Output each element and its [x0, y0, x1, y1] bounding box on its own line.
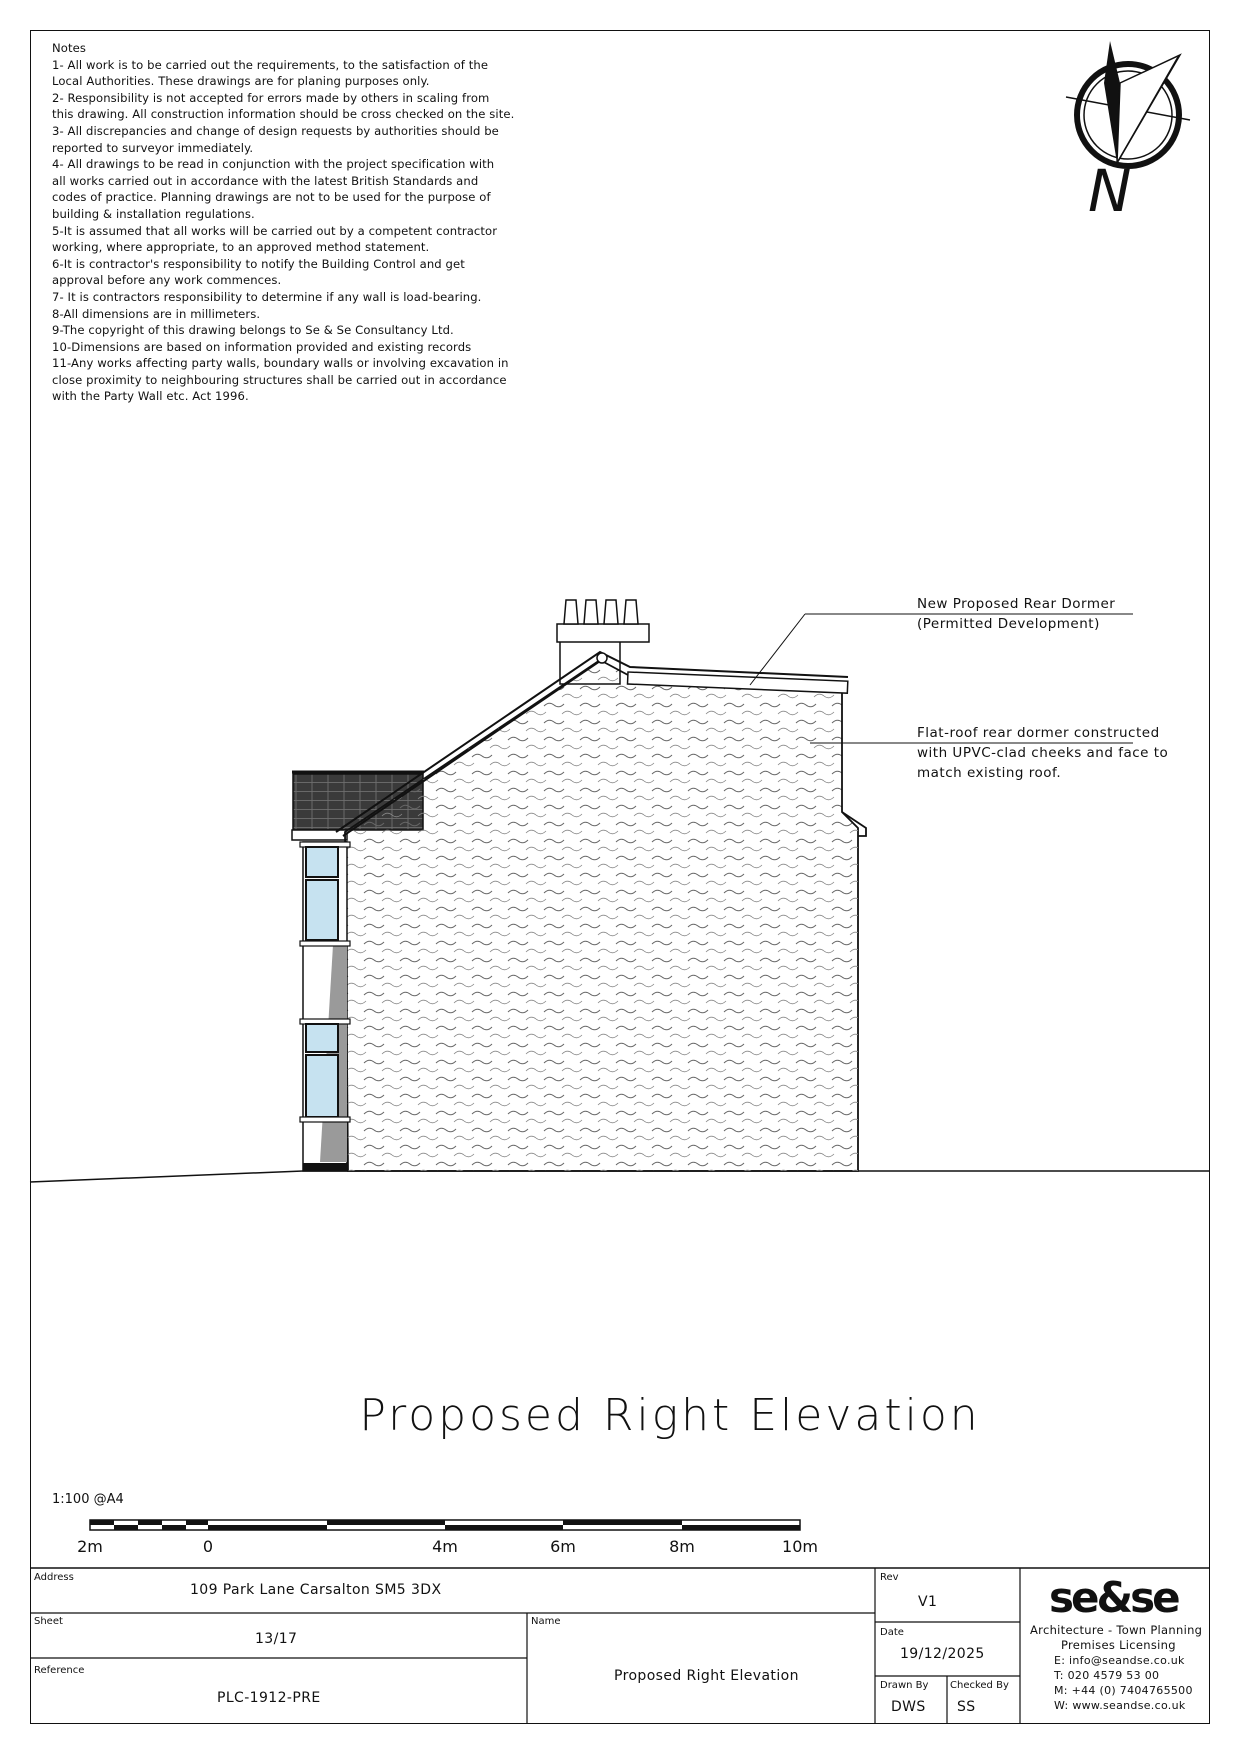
date-value: 19/12/2025	[900, 1646, 985, 1662]
company-logo-text: se&se	[1049, 1573, 1178, 1622]
company-tel: T: 020 4579 53 00	[1054, 1669, 1160, 1682]
company-mobile: M: +44 (0) 7404765500	[1054, 1684, 1193, 1697]
note-item: 2- Responsibility is not accepted for errors made by others in scaling from this drawing. All construction information should be cross checked on the site.	[52, 90, 515, 122]
reference-label: Reference	[34, 1665, 85, 1676]
note-item: 10-Dimensions are based on information provided and existing records	[52, 339, 472, 354]
rev-label: Rev	[880, 1572, 899, 1583]
checked-by-label: Checked By	[950, 1680, 1009, 1691]
sheet-value: 13/17	[255, 1631, 298, 1647]
checked-by-value: SS	[957, 1699, 976, 1715]
north-label: N	[1088, 157, 1132, 220]
scale-bar	[90, 1520, 800, 1530]
note-item: 9-The copyright of this drawing belongs to Se & Se Consultancy Ltd.	[52, 323, 454, 338]
date-label: Date	[880, 1627, 904, 1638]
callout-roof-spec: Flat-roof rear dormer constructed with UPVC-clad cheeks and face to match existing roof.	[917, 725, 1169, 781]
scale-label: 2m	[77, 1537, 103, 1556]
address-label: Address	[34, 1572, 74, 1583]
name-label: Name	[531, 1616, 561, 1627]
callout-dormer: New Proposed Rear Dormer (Permitted Development)	[917, 596, 1116, 632]
address-value: 109 Park Lane Carsalton SM5 3DX	[190, 1582, 442, 1598]
company-logo	[1045, 1572, 1185, 1622]
bay-window	[300, 842, 350, 1171]
scale-label: 4m	[432, 1537, 458, 1556]
drawn-by-label: Drawn By	[880, 1680, 929, 1691]
ground-line	[30, 1171, 1210, 1182]
company-web: W: www.seandse.co.uk	[1054, 1699, 1186, 1712]
note-item: 11-Any works affecting party walls, boundary walls or involving excavation in close proximity to neighbouring structures shall be carried out in accordance with the Party Wall etc. Act 1996.	[52, 356, 509, 404]
note-item: 1- All work is to be carried out the requirements, to the satisfaction of the Local Authorities. These drawings are for planing purposes only.	[52, 57, 489, 89]
company-services: Architecture - Town Planning	[1030, 1623, 1203, 1637]
rev-value: V1	[918, 1594, 938, 1610]
note-item: 3- All discrepancies and change of design requests by authorities should be reported to surveyor immediately.	[52, 123, 499, 155]
drawing-title: Proposed Right Elevation	[359, 1390, 981, 1441]
scale-ratio: 1:100 @A4	[52, 1492, 124, 1507]
company-email: E: info@seandse.co.uk	[1054, 1654, 1185, 1667]
reference-value: PLC-1912-PRE	[217, 1690, 321, 1706]
name-value: Proposed Right Elevation	[614, 1668, 799, 1684]
scale-label: 0	[202, 1537, 214, 1556]
note-item: 6-It is contractor's responsibility to notify the Building Control and get approval before any work commences.	[52, 256, 465, 288]
note-item: 5-It is assumed that all works will be carried out by a competent contractor working, where appropriate, to an approved method statement.	[52, 223, 498, 255]
notes-title: Notes	[52, 41, 86, 55]
scale-label: 6m	[550, 1537, 576, 1556]
drawn-by-value: DWS	[891, 1699, 926, 1715]
scale-label: 10m	[782, 1537, 818, 1556]
sheet-label: Sheet	[34, 1616, 63, 1627]
note-item: 7- It is contractors responsibility to determine if any wall is load-bearing.	[52, 289, 482, 304]
scale-label: 8m	[669, 1537, 695, 1556]
eaves-fascia	[292, 830, 347, 840]
note-item: 8-All dimensions are in millimeters.	[52, 306, 261, 321]
note-item: 4- All drawings to be read in conjunction with the project specification with all works carried out in accordance with the latest British Standards and codes of practice. Planning drawings are not to be used for the purpose of building & installation regulations.	[52, 157, 495, 221]
company-services-2: Premises Licensing	[1061, 1638, 1176, 1652]
